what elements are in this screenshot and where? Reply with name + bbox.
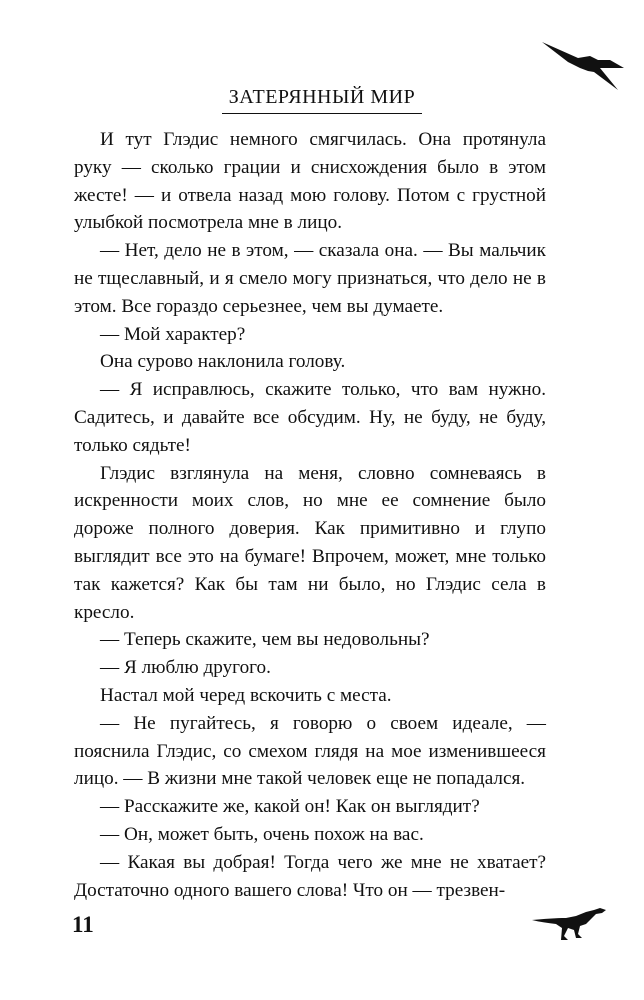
paragraph: И тут Глэдис немного смягчилась. Она протянула руку — сколько грации и снисхождения было в этом жесте! — и отвела назад мою голову. Потом с грустной улыбкой посмотрела мне в лицо.	[74, 129, 546, 234]
running-head-title: ЗАТЕРЯННЫЙ МИР	[228, 86, 416, 108]
page-number: 11	[72, 912, 94, 937]
paragraph: — Не пугайтесь, я говорю о своем идеале, — пояснила Глэдис, со смехом глядя на мое изменившееся лицо. — В жизни мне такой человек еще не попадался.	[74, 712, 546, 790]
paragraph: Настал мой черед вскочить с места.	[100, 684, 392, 706]
paragraph: — Мой характер?	[100, 323, 246, 345]
paragraph: — Я люблю другого.	[100, 657, 271, 679]
paragraph: Глэдис взглянула на меня, словно сомневаясь в искренности моих слов, но мне ее сомнение было дороже полного доверия. Как примитивно и глупо выглядит все это на бумаге! Впрочем, может, мне только так кажется? Как бы там ни было, но Глэдис села в кресло.	[74, 462, 546, 623]
paragraph: Она сурово наклонила голову.	[100, 351, 346, 373]
paragraph: — Нет, дело не в этом, — сказала она. — Вы мальчик не тщеславный, и я смело могу признаться, что дело не в этом. Все гораздо серьезнее, чем вы думаете.	[74, 240, 546, 317]
header-rule	[222, 113, 422, 114]
paragraph: — Расскажите же, какой он! Как он выглядит?	[100, 796, 480, 818]
body-text	[74, 126, 546, 904]
dinosaur-icon	[530, 902, 610, 942]
paragraph: — Я исправлюсь, скажите только, что вам нужно. Садитесь, и давайте все обсудим. Ну, не буду, не буду, только сядьте!	[74, 379, 546, 456]
paragraph: — Теперь скажите, чем вы недовольны?	[100, 629, 430, 651]
paragraph: — Какая вы добрая! Тогда чего же мне не хватает? Достаточно одного вашего слова! Что он — трезвен-	[74, 851, 546, 901]
paragraph: — Он, может быть, очень похож на вас.	[100, 823, 424, 845]
